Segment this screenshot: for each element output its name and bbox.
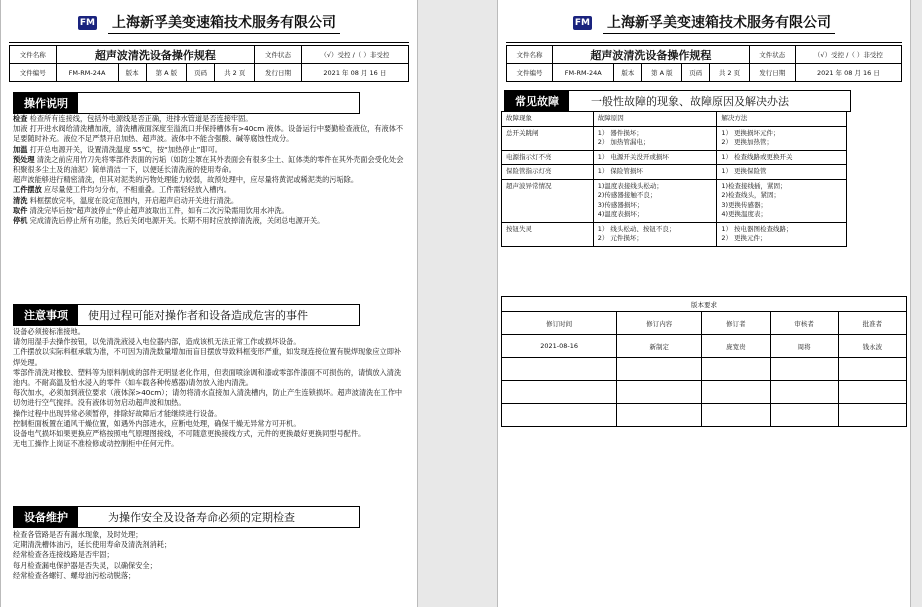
fault-row	[502, 165, 847, 180]
instruction-keyword: 检查	[13, 114, 28, 123]
instruction-line	[13, 145, 408, 155]
fault-row	[502, 179, 847, 222]
fault-fix	[717, 222, 847, 246]
revision-header-cell: 修订内容	[617, 312, 702, 335]
meta-pages-label: 页码	[187, 64, 215, 82]
revision-cell	[502, 381, 617, 404]
meta-date-value: 2021 年 08 月 16 日	[795, 64, 901, 82]
company-logo: FM	[79, 18, 95, 28]
fault-fix	[717, 165, 847, 180]
revision-row	[502, 404, 907, 427]
fault-fix	[717, 150, 847, 165]
fault-header-row	[502, 112, 847, 127]
fault-fix-line: 1） 更换保险管	[721, 167, 767, 175]
operation-instructions	[13, 114, 408, 226]
fault-symptom: 电源指示灯不亮	[502, 150, 594, 165]
meta-pages-total: 共 2 页	[710, 64, 750, 82]
fault-row	[502, 150, 847, 165]
precaution-line: 每次加水，必须加到液位要求（液体深>40cm）；请勿将清水直接加入清洗槽内，防止产生连锁损坏。超声波清洗在工作中切勿进行空气搅拌。没有液体切勿启动超声波和加热。	[13, 388, 403, 408]
fault-cause	[593, 150, 717, 165]
instruction-line	[13, 196, 408, 206]
fault-cause-line: 1） 电源开关没开或损坏	[597, 152, 669, 161]
instruction-text: 清洗完毕后按“超声波停止”停止超声波取出工件，如有二次污染需用饮用水冲洗。	[27, 205, 289, 215]
fault-fix-line: 2)检查线头，紧固；	[721, 191, 781, 199]
meta-version-label: 版本	[118, 64, 146, 82]
fault-fix-line: 3)更换传感器；	[721, 200, 768, 209]
fault-row	[502, 126, 847, 150]
precaution-line: 无电工操作上岗证不准检修或动控制柜中任何元件。	[13, 439, 179, 449]
fault-cause	[593, 179, 717, 222]
revision-cell	[770, 358, 838, 381]
meta-status-label: 文件状态	[749, 46, 795, 64]
revision-cell	[770, 404, 838, 427]
section-maintenance	[13, 506, 360, 528]
fault-symptom: 超声波异常情况	[502, 179, 594, 222]
revision-header-cell: 批准者	[838, 312, 906, 335]
section-subtitle: 使用过程可能对操作者和设备造成危害的事件	[88, 309, 308, 322]
instruction-text: 检查所有连接线，包括外电源线是否正确，进排水管道是否连接牢固。	[27, 114, 253, 123]
document-meta-table	[9, 45, 409, 82]
fault-fix	[717, 126, 847, 150]
instruction-keyword: 加温	[13, 144, 28, 154]
header-rule	[506, 42, 902, 43]
instruction-text: 完成清洗后停止所有功能，然后关闭电源开关。长期不用时应放掉清洗液，关闭总电源开关。	[27, 216, 325, 226]
precaution-line: 请勿用湿手去操作按钮，以免清洗液浸入电位器内部，造成该机无法正常工作或损坏设备。	[13, 337, 301, 347]
meta-code-value: FM-RM-24A	[553, 64, 614, 82]
document-page-1	[0, 0, 418, 607]
revision-title: 版本要求	[502, 297, 907, 312]
fault-fix-line: 2） 更换加热管；	[721, 138, 774, 146]
instruction-keyword: 预处理	[13, 154, 35, 164]
revision-cell	[617, 404, 702, 427]
revision-cell	[838, 381, 906, 404]
fault-fix-line: 2） 更换元件；	[721, 234, 767, 242]
instruction-text: 超声波能够进行精密清洗，但其对泥类的污物处理能力较弱，故预处理中，应尽量将黄泥或稀泥类的污垢除。	[13, 175, 359, 185]
fault-fix-line: 1)检查接线插，紧固；	[721, 181, 787, 190]
meta-code-value: FM-RM-24A	[56, 64, 118, 82]
fault-fix-line: 4)更换温度表；	[721, 210, 768, 218]
meta-version-value: 第 A 版	[642, 64, 682, 82]
meta-status-value: （√）受控 /（ ）非受控	[795, 46, 901, 64]
revision-cell	[838, 358, 906, 381]
document-meta-table	[506, 45, 902, 82]
revision-header-cell: 修订时间	[502, 312, 617, 335]
company-logo: FM	[574, 18, 590, 28]
fault-table	[501, 111, 847, 247]
revision-header-row	[502, 312, 907, 335]
section-tag: 操作说明	[14, 93, 78, 113]
section-tag: 常见故障	[505, 91, 569, 111]
section-precautions	[13, 304, 360, 326]
instruction-keyword: 工件摆放	[13, 185, 42, 195]
section-subtitle: 一般性故障的现象、故障原因及解决办法	[591, 95, 789, 108]
revision-cell	[502, 404, 617, 427]
instruction-text: 加液 打开进水阀给清洗槽加液，清洗槽液面深度至溢流口并保持槽体有>40cm 液体。设备运行中要勤检查液位，有液体不足要随时补充。液位不足严禁开启加热、超声波。液体中不能含强酸、碱等腐蚀性成分。	[13, 124, 404, 144]
section-tag: 注意事项	[14, 305, 78, 325]
revision-cell: 新制定	[617, 335, 702, 358]
instruction-line	[13, 175, 408, 185]
maintenance-line: 每月检查漏电保护器是否失灵，以确保安全；	[13, 560, 157, 570]
section-tag: 设备维护	[14, 507, 78, 527]
section-operation	[13, 92, 360, 114]
instruction-line	[13, 114, 408, 124]
revision-cell: 2021-08-16	[502, 335, 617, 358]
maintenance-line: 检查各管路是否有漏水现象，及时处理；	[13, 530, 143, 539]
precaution-line: 零部件清洗对橡胶、塑料等为原料制成的部件无明显老化作用，但表面喷涂调和漆或零部件漆面不可损伤的，请慎放入清洗池内。不耐高温及怕水浸入的零件（如车载各种传感器)请勿放入池内清洗。	[13, 367, 402, 388]
precaution-line: 操作过程中出现异常必须暂停，排除好故障后才能继续进行设备。	[13, 408, 222, 418]
instruction-keyword: 取件	[13, 205, 28, 215]
document-title: 超声波清洗设备操作规程	[553, 46, 750, 64]
fault-fix	[717, 179, 847, 222]
revision-cell: 周将	[770, 335, 838, 358]
fault-fix-line: 1） 检查线路或更换开关	[721, 152, 793, 161]
fault-fix-line: 1） 按电器图检查线路；	[721, 224, 793, 233]
meta-code-label: 文件编号	[507, 64, 553, 82]
fault-cause	[593, 165, 717, 180]
document-title: 超声波清洗设备操作规程	[56, 46, 255, 64]
revision-cell: 庞宽贵	[702, 335, 770, 358]
revision-row	[502, 335, 907, 358]
instruction-text: 打开总电源开关，设置清洗温度 55℃，按“加热停止”即可。	[27, 144, 222, 154]
fault-cause-line: 3)传感器损坏；	[597, 200, 644, 209]
fault-cause	[593, 222, 717, 246]
revision-cell	[617, 381, 702, 404]
revision-cell: 钱永波	[838, 335, 906, 358]
meta-date-label: 发行日期	[255, 64, 302, 82]
fault-cause-line: 2） 加热管漏电；	[597, 138, 650, 146]
revision-cell	[702, 358, 770, 381]
fault-header-cell: 故障原因	[593, 112, 717, 127]
maintenance-list	[13, 530, 408, 581]
fault-symptom: 总开关跳闸	[502, 126, 594, 150]
meta-date-label: 发行日期	[749, 64, 795, 82]
fault-cause-line: 1） 保险管损坏	[597, 167, 643, 175]
maintenance-line: 经常检查各连接线路是否牢固；	[13, 550, 114, 560]
instruction-line	[13, 206, 408, 216]
fault-row	[502, 222, 847, 246]
meta-status-label: 文件状态	[255, 46, 302, 64]
revision-header-cell: 审核者	[770, 312, 838, 335]
fault-cause-line: 1） 线头松动、按钮不良；	[597, 224, 676, 233]
company-name: 上海新孚美变速箱技术服务有限公司	[108, 12, 340, 34]
meta-pages-label: 页码	[682, 64, 710, 82]
instruction-text: 料框摆放完毕，温度在设定范围内，开启超声启动开关进行清洗。	[27, 195, 239, 205]
meta-pages-total: 共 2 页	[215, 64, 255, 82]
revision-table	[501, 296, 907, 427]
fault-cause-line: 1)温度表接线头松动；	[597, 181, 663, 190]
fault-fix-line: 1） 更换损坏元件；	[721, 128, 780, 137]
fault-symptom: 按钮失灵	[502, 222, 594, 246]
instruction-keyword: 清洗	[13, 195, 28, 205]
fault-symptom: 保险管指示灯亮	[502, 165, 594, 180]
instruction-text: 清洗之前应用竹刀先将零部件表面的污垢（如防尘罩在其外表面会有很多尘土、缸体类的零件在其外壳面会受化处会积聚很多尘土及的油泥）简单清洁一下，以便延长清洗液的使用寿命。	[13, 154, 404, 175]
meta-name-label: 文件名称	[507, 46, 553, 64]
company-name: 上海新孚美变速箱技术服务有限公司	[603, 12, 835, 34]
fault-cause-line: 4)温度表损坏；	[597, 210, 644, 218]
section-subtitle: 为操作安全及设备寿命必须的定期检查	[108, 511, 295, 524]
instruction-line	[13, 155, 408, 175]
revision-cell	[502, 358, 617, 381]
revision-cell	[617, 358, 702, 381]
meta-version-value: 第 A 版	[146, 64, 186, 82]
instruction-line	[13, 124, 408, 144]
precaution-line: 控制柜面板置在通风干燥位置，如遇外内部进水，应断电处理，确保干燥无异常方可开机。	[13, 418, 301, 428]
revision-row	[502, 381, 907, 404]
header-rule	[9, 42, 409, 43]
fault-cause-line: 2)传感器接触不良；	[597, 191, 657, 199]
revision-cell	[702, 404, 770, 427]
revision-header-cell: 修订者	[702, 312, 770, 335]
maintenance-line: 经常检查各螺钉、螺母油污松动脱落；	[13, 570, 136, 580]
precaution-line: 设备电气损坏如果更换应严格按照电气原理图接线，不可随意更换接线方式，元件的更换最好更换同型号配件。	[13, 429, 366, 439]
maintenance-line: 定期清洗槽体油污，延长使用寿命及清洗剂消耗；	[13, 540, 172, 550]
revision-cell	[770, 381, 838, 404]
page-header	[498, 12, 910, 40]
section-faults	[504, 90, 851, 112]
fault-cause	[593, 126, 717, 150]
precautions-list	[13, 327, 408, 449]
instruction-line	[13, 185, 408, 195]
instruction-text: 应尽量使工件均匀分布，不相重叠。工件需轻轻放入槽内。	[41, 185, 231, 195]
meta-status-value: （√）受控 /（ ）非受控	[301, 46, 408, 64]
instruction-keyword: 停机	[13, 216, 28, 226]
revision-title-row	[502, 297, 907, 312]
meta-date-value: 2021 年 08 月 16 日	[301, 64, 408, 82]
instruction-line	[13, 216, 408, 226]
revision-row	[502, 358, 907, 381]
page-header	[1, 12, 417, 40]
revision-cell	[702, 381, 770, 404]
meta-version-label: 版本	[614, 64, 642, 82]
precaution-line: 工件摆放以实际料框承载为准，不可因为清洗数量增加而盲目摆放导致料框变形严重，如发现连接位置有脱焊现象应立即补焊处理。	[13, 347, 402, 367]
fault-cause-line: 2） 元件损坏；	[597, 234, 643, 242]
meta-code-label: 文件编号	[10, 64, 57, 82]
document-page-2	[497, 0, 911, 607]
fault-header-cell: 故障现象	[502, 112, 594, 127]
fault-cause-line: 1） 器件损坏；	[597, 128, 643, 137]
fault-header-cell: 解决方法	[717, 112, 847, 127]
precaution-line: 设备必须接标准接地。	[13, 327, 85, 336]
revision-cell	[838, 404, 906, 427]
meta-name-label: 文件名称	[10, 46, 57, 64]
